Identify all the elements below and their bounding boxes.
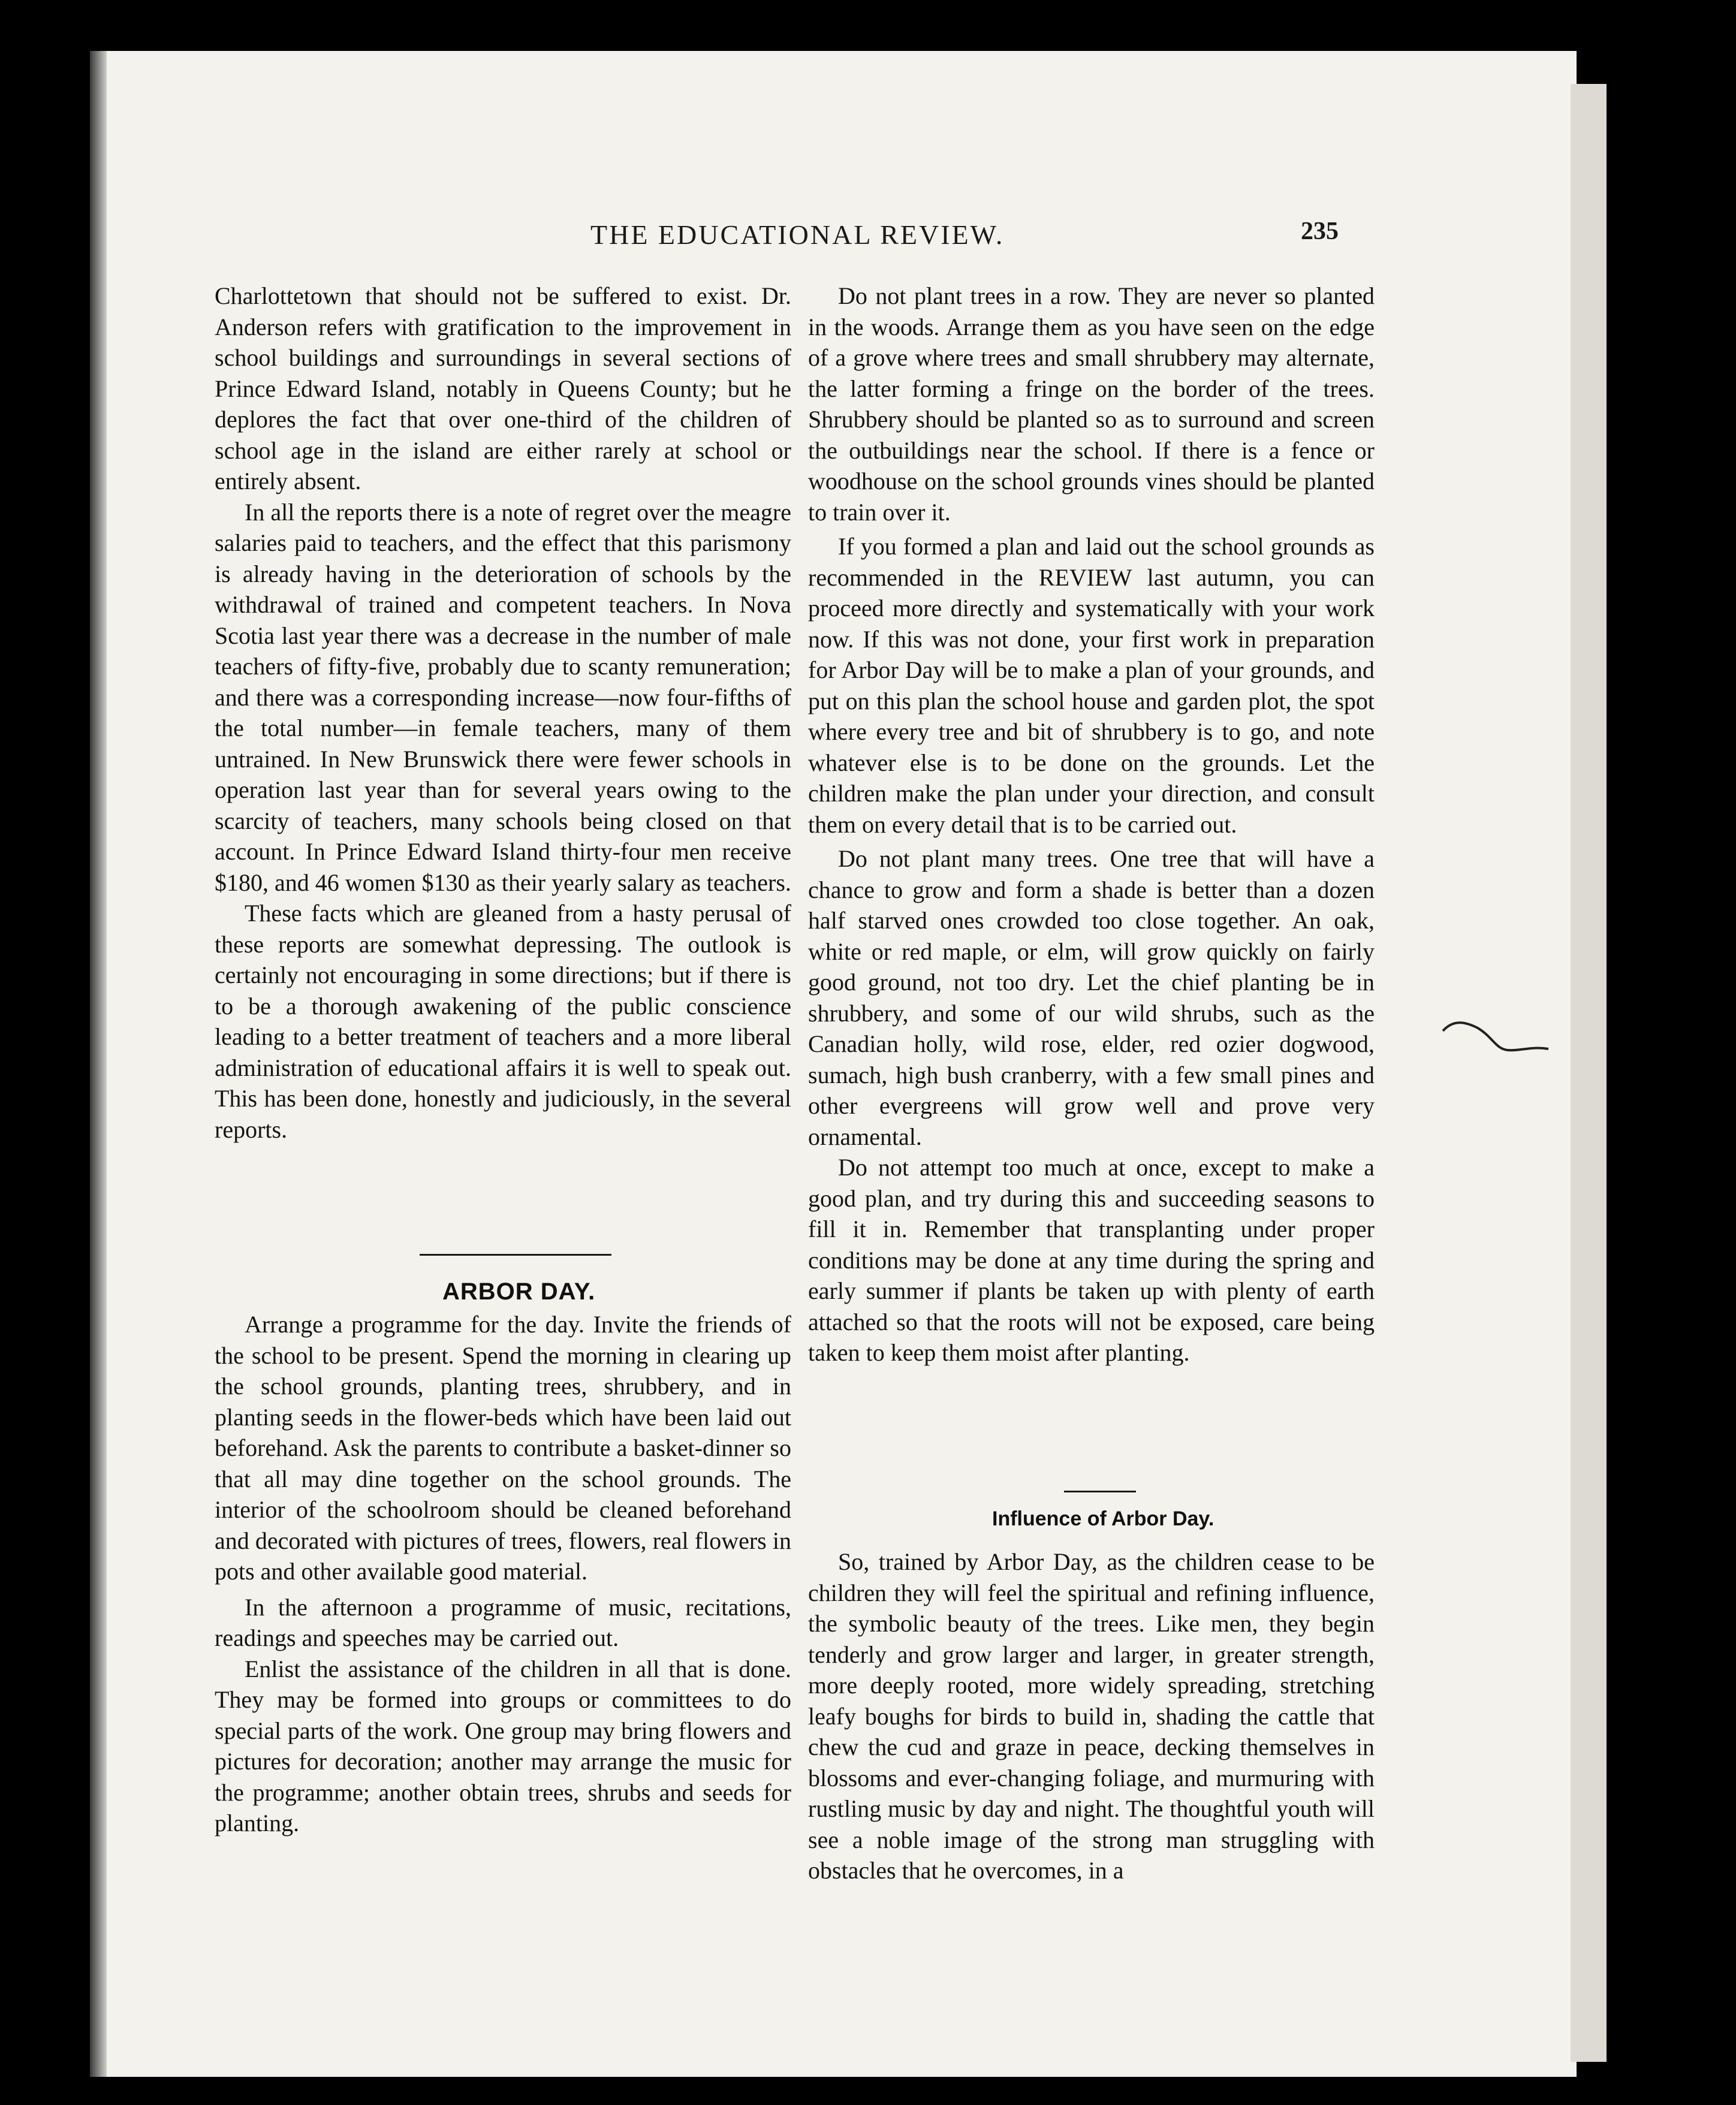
right-column	[808, 281, 1375, 1368]
section-heading-arbor-day: ARBOR DAY.	[442, 1278, 596, 1305]
section-divider	[420, 1254, 611, 1256]
margin-mark	[1442, 1013, 1550, 1079]
paragraph-facts: These facts which are gleaned from a hasty perusal of these reports are somewhat depressing. The outlook is certainly not encouraging in some directions; but if there is to be a thorough awakening of the public conscience leading to a better treatment of teachers and a more liberal administration of educational affairs it is well to speak out. This has been done, honestly and judiciously, in the several reports.	[215, 900, 791, 1143]
influence-section	[808, 1546, 1375, 1886]
paragraph-influence: So, trained by Arbor Day, as the children cease to be children they will feel the spiritual and refining influence, the symbolic beauty of the trees. Like men, they begin tenderly and grow larger and larger, in greater strength, more deeply rooted, more widely spreading, stretching leafy boughs for birds to build in, shading the cattle that chew the cud and graze in peace, decking themselves in blossoms and ever-changing foliage, and murmuring with rustling music by day and night. The thoughtful youth will see a noble image of the strong man struggling with obstacles that he overcomes, in a	[808, 1548, 1375, 1884]
paragraph-plan: If you formed a plan and laid out the school grounds as recommended in the REVIEW last autumn, you can proceed more directly and systematically with your work now. If this was not done, your first work in preparation for Arbor Day will be to make a plan of your grounds, and put on this plan the school house and garden plot, the spot where every tree and bit of shrubbery is to go, and note whatever else is to be done on the grounds. Let the children make the plan under your direction, and consult them on every detail that is to be carried out.	[808, 533, 1375, 838]
arbor-day-section	[215, 1309, 791, 1839]
paragraph-enlist: Enlist the assistance of the children in all that is done. They may be formed into groups or committees to do special parts of the work. One group may bring flowers and pictures for decoration; another may arrange the music for the programme; another obtain trees, shrubs and seeds for planting.	[215, 1655, 791, 1836]
paragraph-salaries: In all the reports there is a note of regret over the meagre salaries paid to teachers, and the effect that this parismony is already having in the deterioration of schools by the withdrawal of trained and competent teachers. In Nova Scotia last year there was a decrease in the number of male teachers of fifty-five, probably due to scanty remuneration; and there was a corresponding increase—now four-fifths of the total number—in female teachers, many of them untrained. In New Brunswick there were fewer schools in operation last year than for several years owing to the scarcity of teachers, many schools being closed on that account. In Prince Edward Island thirty-four men receive $180, and 46 women $130 as their yearly salary as teachers.	[215, 498, 791, 896]
paragraph-row: Do not plant trees in a row. They are never so planted in the woods. Arrange them as you have seen on the edge of a grove where trees and small shrubbery may alternate, the latter forming a fringe on the border of the trees. Shrubbery should be planted so as to surround and screen the outbuildings near the school. If there is a fence or woodhouse on the school grounds vines should be planted to train over it.	[808, 282, 1375, 526]
page-binding-shadow	[90, 51, 107, 2077]
page-number: 235	[1301, 218, 1339, 245]
section-divider	[1064, 1491, 1136, 1492]
paragraph-many-trees: Do not plant many trees. One tree that will have a chance to grow and form a shade is better than a dozen half starved ones crowded too close together. An oak, white or red maple, or elm, will grow quickly on fairly good ground, not too dry. Let the chief planting be in shrubbery, and some of our wild shrubs, such as the Canadian holly, wild rose, elder, red ozier dogwood, sumach, high bush cranberry, with a few small pines and other evergreens will grow well and prove very ornamental.	[808, 845, 1375, 1150]
left-column	[215, 281, 791, 1145]
paragraph-attempt: Do not attempt too much at once, except to make a good plan, and try during this and succeeding seasons to fill it in. Remember that transplanting under proper conditions may be done at any time during the spring and early summer if plants be taken up with plenty of earth attached so that the roots will not be exposed, care being taken to keep them moist after planting.	[808, 1154, 1375, 1366]
paragraph-programme: Arrange a programme for the day. Invite the friends of the school to be present. Spend the morning in clearing up the school grounds, planting trees, shrubbery, and in planting seeds in the flower-beds which have been laid out beforehand. Ask the parents to contribute a basket-dinner so that all may dine together on the school grounds. The interior of the schoolroom should be cleaned beforehand and decorated with pictures of trees, flowers, real flowers in pots and other available good material.	[215, 1311, 791, 1585]
running-head: THE EDUCATIONAL REVIEW.	[590, 219, 1005, 250]
page-edge	[1571, 84, 1607, 2062]
paragraph-afternoon: In the afternoon a programme of music, recitations, readings and speeches may be carried out.	[215, 1593, 791, 1651]
section-heading-influence: Influence of Arbor Day.	[992, 1507, 1214, 1530]
paragraph-charlottetown: Charlottetown that should not be suffered to exist. Dr. Anderson refers with gratification to the improvement in school buildings and surroundings in several sections of Prince Edward Island, notably in Queens County; but he deplores the fact that over one-third of the children of school age in the island are either rarely at school or entirely absent.	[215, 282, 791, 494]
